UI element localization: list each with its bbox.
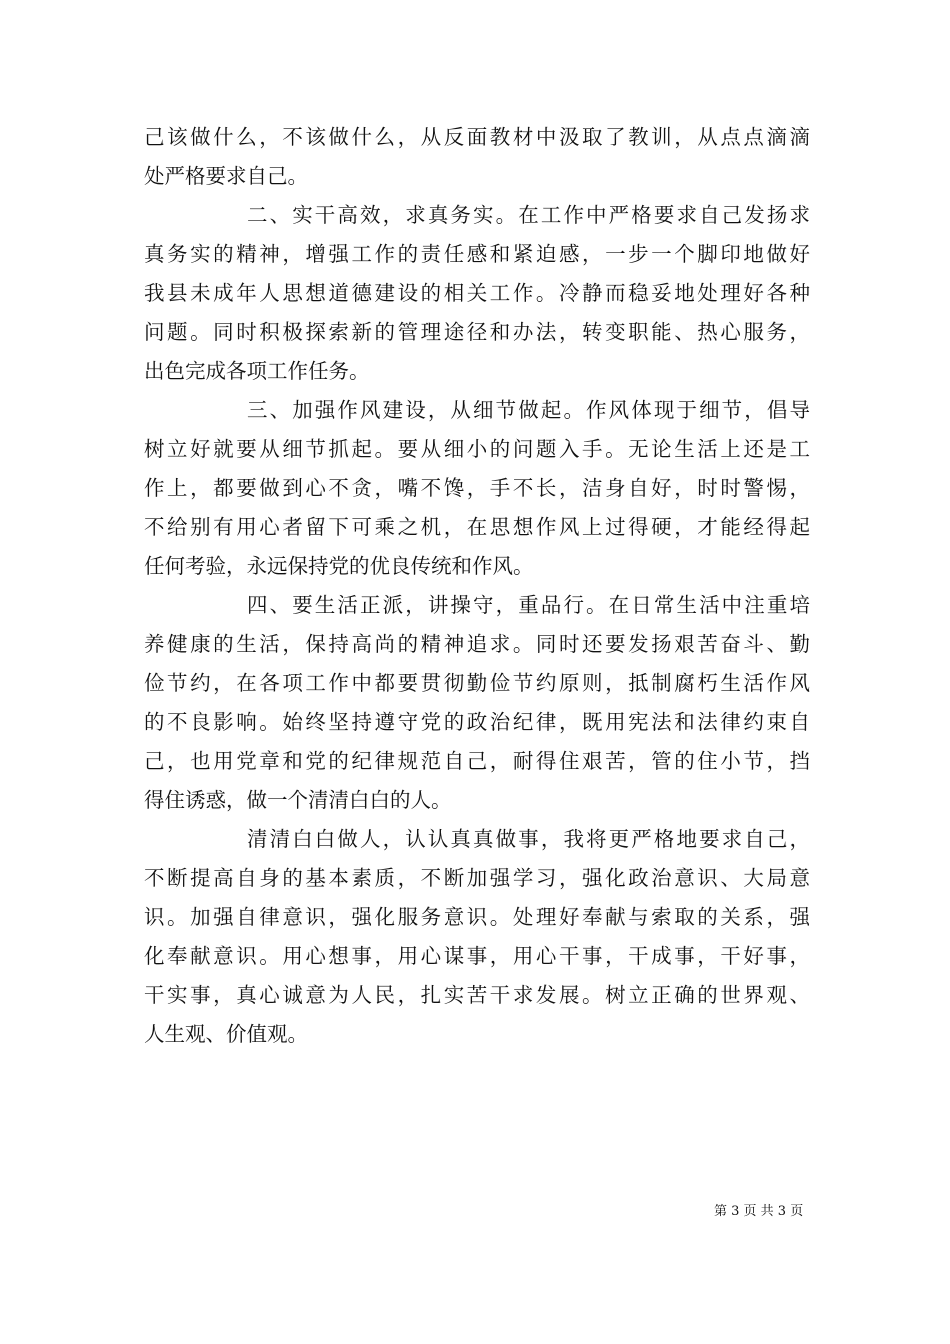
text-line: 己该做什么，不该做什么，从反面教材中汲取了教训，从点点滴滴	[144, 125, 810, 149]
text-line: 不断提高自身的基本素质，不断加强学习，强化政治意识、大局意	[144, 866, 810, 890]
text-line: 任何考验，永远保持党的优良传统和作风。	[144, 554, 534, 578]
paragraph-heading-line: 二、实干高效，求真务实。在工作中严格要求自己发扬求	[247, 203, 810, 227]
document-body	[144, 118, 810, 1054]
text-line: 作上，都要做到心不贪，嘴不馋，手不长，洁身自好，时时警惕，	[144, 476, 810, 500]
text-line: 俭节约，在各项工作中都要贯彻勤俭节约原则，抵制腐朽生活作风	[144, 671, 810, 695]
text-line: 问题。同时积极探索新的管理途径和办法，转变职能、热心服务，	[144, 320, 810, 344]
text-line: 不给别有用心者留下可乘之机，在思想作风上过得硬，才能经得起	[144, 515, 810, 539]
paragraph-heading-line: 三、加强作风建设，从细节做起。作风体现于细节，倡导	[247, 398, 810, 422]
text-line: 化奉献意识。用心想事，用心谋事，用心干事，干成事，干好事，	[144, 944, 810, 968]
text-line: 的不良影响。始终坚持遵守党的政治纪律，既用宪法和法律约束自	[144, 710, 810, 734]
text-line: 我县未成年人思想道德建设的相关工作。冷静而稳妥地处理好各种	[144, 281, 810, 305]
text-line: 得住诱惑，做一个清清白白的人。	[144, 788, 452, 812]
text-line: 真务实的精神，增强工作的责任感和紧迫感，一步一个脚印地做好	[144, 242, 810, 266]
text-line: 己，也用党章和党的纪律规范自己，耐得住艰苦，管的住小节，挡	[144, 749, 810, 773]
text-line: 养健康的生活，保持高尚的精神追求。同时还要发扬艰苦奋斗、勤	[144, 632, 810, 656]
paragraph-first-line: 清清白白做人，认认真真做事，我将更严格地要求自己，	[247, 827, 810, 851]
text-line: 处严格要求自己。	[144, 164, 308, 188]
text-line: 识。加强自律意识，强化服务意识。处理好奉献与索取的关系，强	[144, 905, 810, 929]
text-line: 出色完成各项工作任务。	[144, 359, 370, 383]
text-line: 树立好就要从细节抓起。要从细小的问题入手。无论生活上还是工	[144, 437, 810, 461]
page-number: 第 3 页 共 3 页	[714, 1204, 804, 1219]
text-line: 人生观、价值观。	[144, 1022, 308, 1046]
text-line: 干实事，真心诚意为人民，扎实苦干求发展。树立正确的世界观、	[144, 983, 810, 1007]
paragraph-heading-line: 四、要生活正派，讲操守，重品行。在日常生活中注重培	[247, 593, 810, 617]
